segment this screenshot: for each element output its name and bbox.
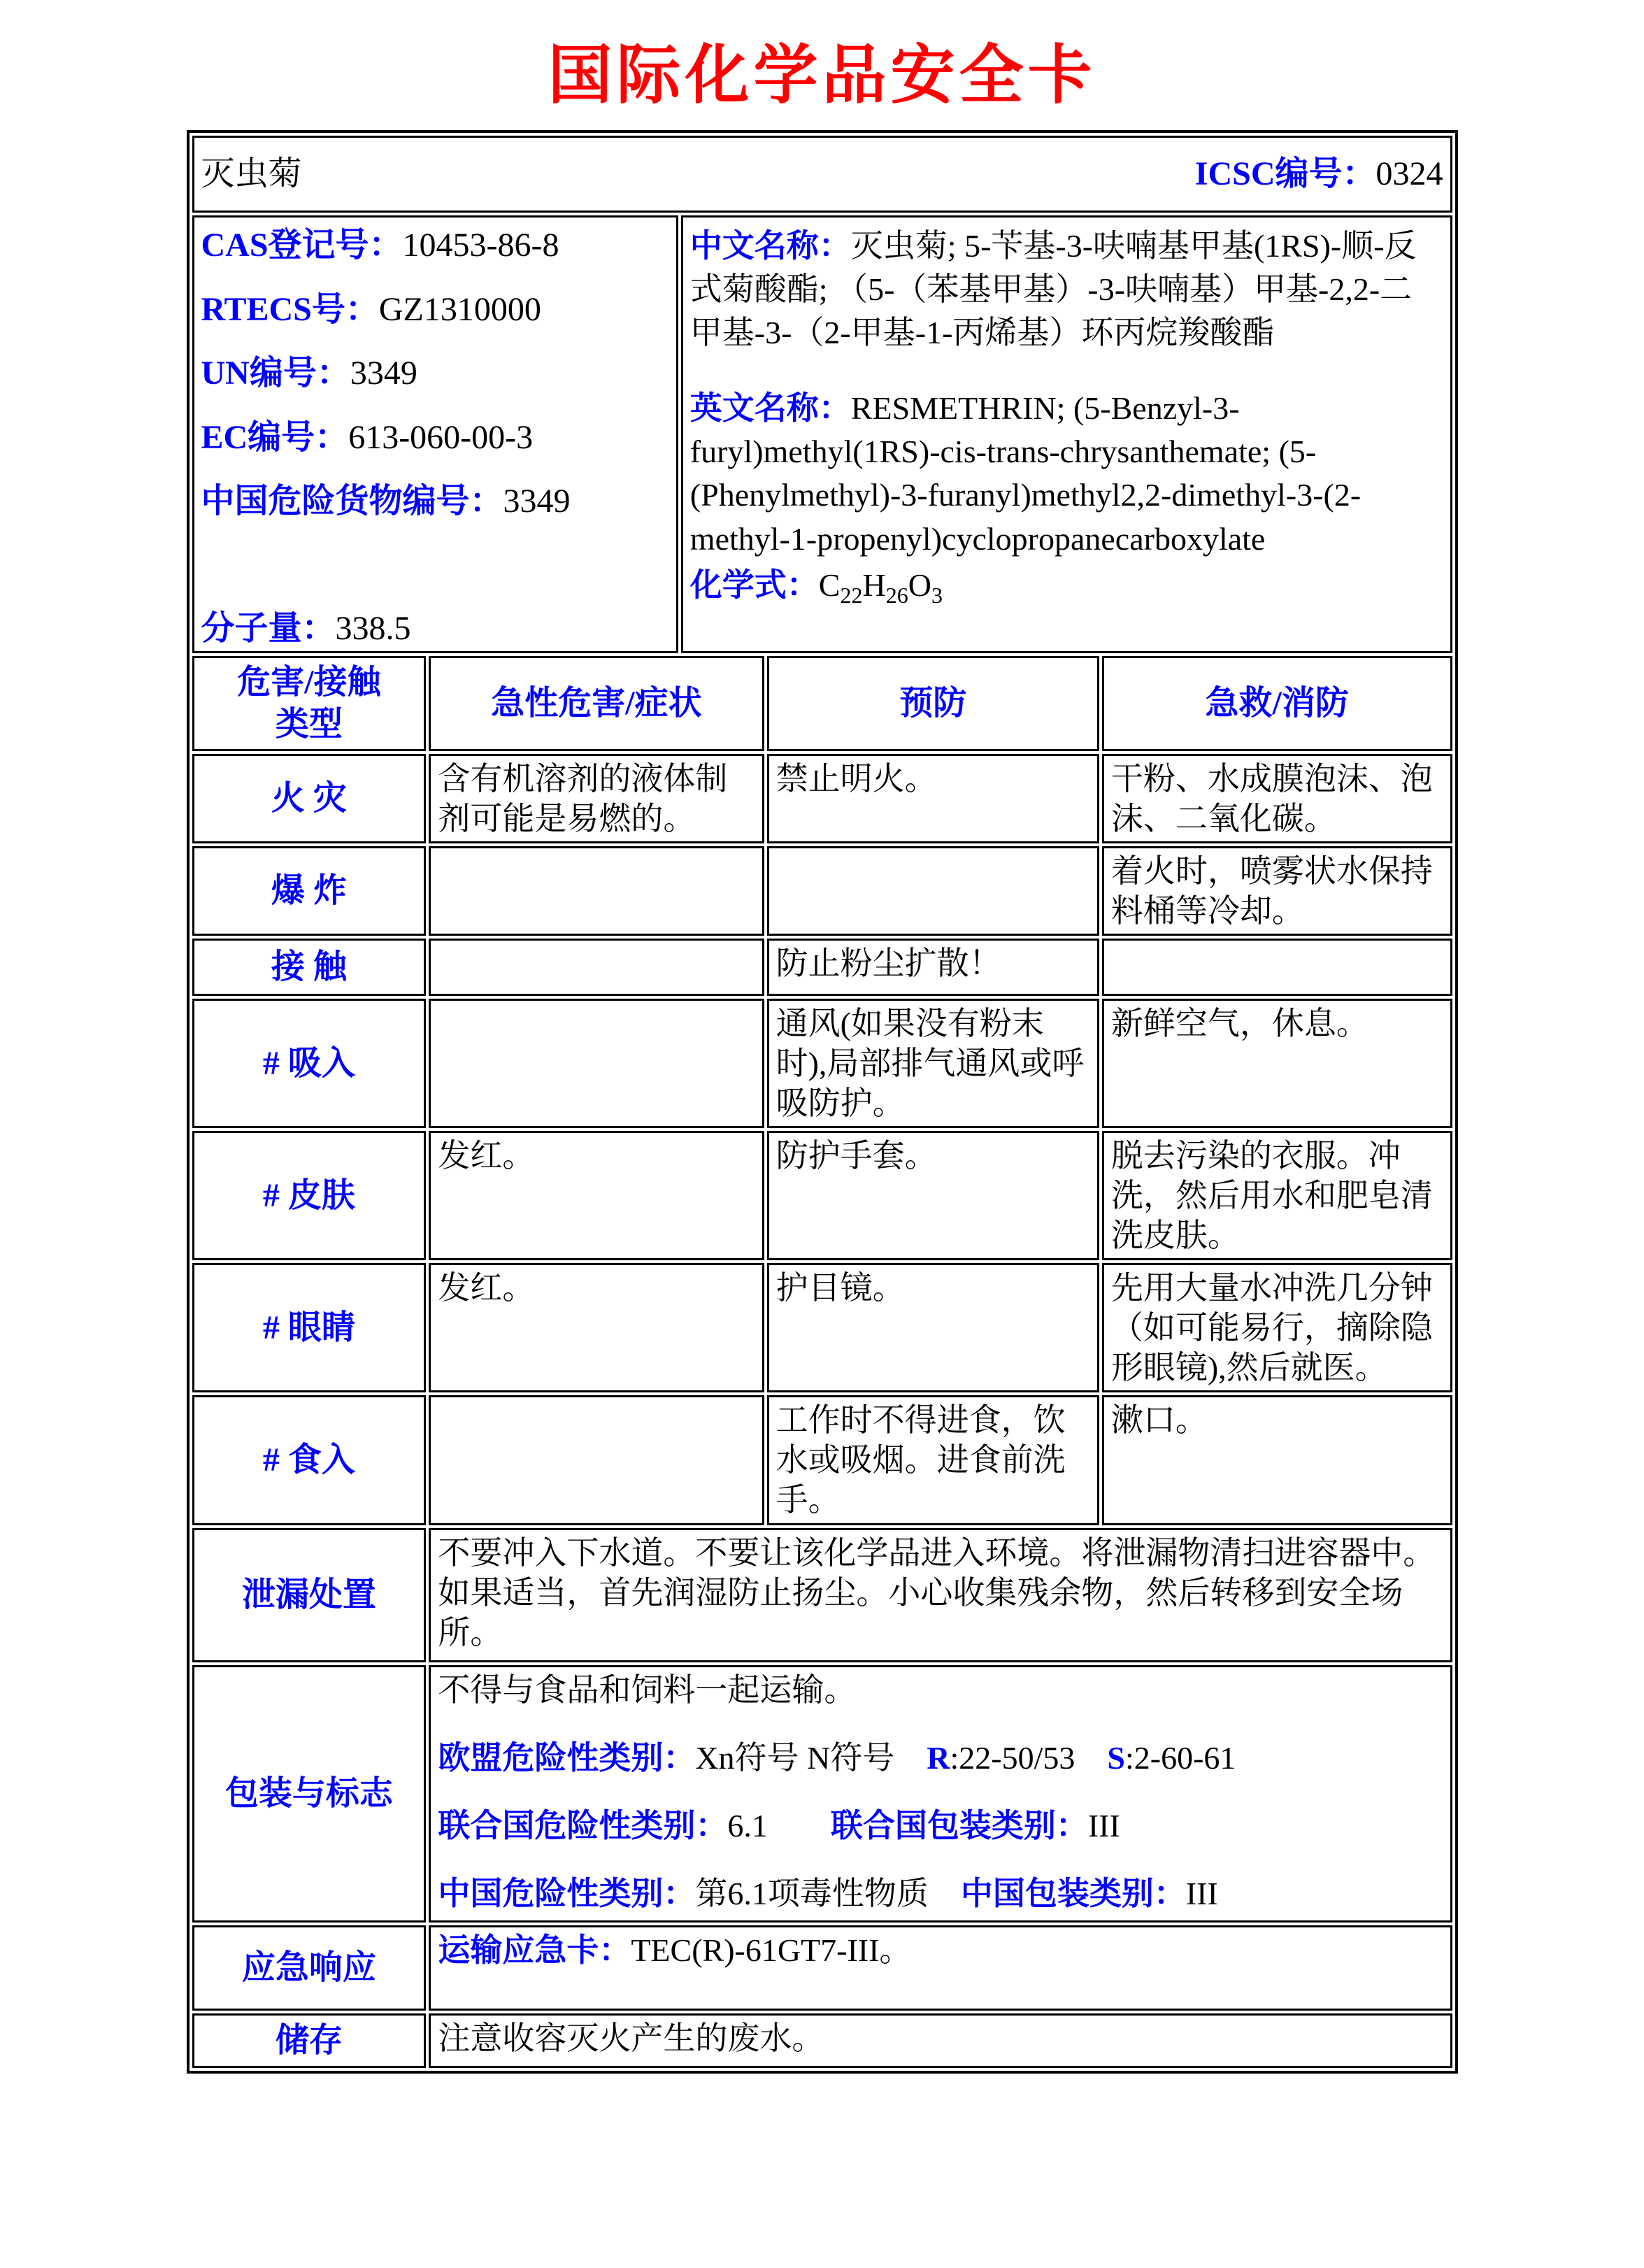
eu-r-label: R [927, 1739, 950, 1776]
packaging-cn-line [438, 1874, 1443, 1913]
eu-s-label: S [1107, 1739, 1125, 1776]
row-contact [192, 939, 1452, 996]
ec-value: 613-060-00-3 [348, 418, 534, 456]
un-class-value: 6.1 [727, 1807, 768, 1843]
row-fire-hazard: 含有机溶剂的液体制剂可能是易燃的。 [429, 754, 764, 843]
un-number [201, 352, 669, 394]
row-inhalation-prevention: 通风(如果没有粉末时),局部排气通风或呼吸防护。 [767, 999, 1099, 1128]
un-value: 3349 [350, 355, 417, 392]
ec-number [201, 417, 669, 459]
row-storage-label: 储存 [192, 2013, 427, 2068]
cn-class-value: 第6.1项毒性物质 [695, 1875, 929, 1911]
eu-s-value: :2-60-61 [1125, 1739, 1236, 1776]
hazard-header-firstaid: 急救/消防 [1102, 656, 1452, 751]
row-fire-prevention: 禁止明火。 [767, 754, 1099, 843]
hazard-header-type [192, 656, 427, 751]
card-header-cell [192, 136, 1452, 213]
row-eyes-response: 先用大量水冲洗几分钟（如可能易行，摘除隐形眼镜),然后就医。 [1102, 1263, 1452, 1392]
row-skin [192, 1131, 1452, 1260]
formula-sub-1: 22 [840, 582, 863, 608]
molecular-weight-label: 分子量： [201, 610, 336, 648]
formula-sub-3: 3 [931, 582, 943, 608]
cn-class-label: 中国危险性类别： [438, 1875, 696, 1911]
row-inhalation-hazard [429, 999, 764, 1128]
transport-card-label: 运输应急卡： [438, 1932, 631, 1968]
row-skin-response: 脱去污染的衣服。冲洗，然后用水和肥皂清洗皮肤。 [1102, 1131, 1452, 1260]
row-fire [192, 754, 1452, 843]
chinese-name-value: 灭虫菊; 5-苄基-3-呋喃基甲基(1RS)-顺-反式菊酸酯; （5-（苯基甲基）-3-呋喃基）甲基-2,2-二甲基-3-（2-甲基-1-丙烯基）环丙烷羧酸酯 [689, 228, 1417, 351]
china-dg-label: 中国危险货物编号： [201, 483, 503, 520]
cas-label: CAS登记号： [201, 227, 403, 264]
hazard-header-symptoms: 急性危害/症状 [429, 656, 764, 751]
english-name-value: RESMETHRIN; (5-Benzyl-3-furyl)methyl(1RS)-cis-trans-chrysanthemate; (5-(Phenylmethyl)-3-furanyl)methyl2,2-dimethyl-3-(2-methyl-1-propenyl)cyclopropanecarboxylate [689, 390, 1361, 557]
chemical-formula-label: 化学式： [689, 566, 819, 603]
row-packaging-label: 包装与标志 [192, 1665, 427, 1923]
row-fire-label: 火 灾 [192, 754, 427, 843]
row-fire-response: 干粉、水成膜泡沫、泡沫、二氧化碳。 [1102, 754, 1452, 843]
formula-el-2: H [862, 566, 886, 603]
row-ingestion-hazard [429, 1395, 764, 1525]
row-spill-label: 泄漏处置 [192, 1528, 427, 1662]
eu-class-label: 欧盟危险性类别： [438, 1739, 696, 1776]
english-name-label: 英文名称： [689, 390, 851, 427]
row-ingestion-response: 漱口。 [1102, 1395, 1452, 1525]
hazard-header-type-line2: 类型 [275, 706, 343, 743]
row-explosion [192, 846, 1452, 936]
row-packaging-content [429, 1665, 1452, 1923]
row-explosion-hazard [429, 846, 764, 936]
row-eyes-hazard: 发红。 [429, 1263, 764, 1392]
hazard-header-row [192, 656, 1452, 751]
row-storage [192, 2013, 1452, 2068]
chinese-name [690, 224, 1443, 355]
rtecs-label: RTECS号： [201, 290, 379, 328]
icsc-number [1195, 153, 1443, 195]
un-class-label: 联合国危险性类别： [438, 1807, 728, 1843]
english-name [690, 387, 1443, 560]
china-dg-value: 3349 [503, 483, 571, 520]
transport-card-value: TEC(R)-61GT7-III。 [631, 1932, 912, 1968]
ec-label: EC编号： [201, 418, 349, 456]
row-ingestion-label: # 食入 [192, 1395, 427, 1525]
row-explosion-label: 爆 炸 [192, 846, 427, 936]
cas-number [201, 224, 669, 266]
page-title: 国际化学品安全卡 [548, 40, 1096, 111]
icsc-number-label: ICSC编号： [1194, 155, 1376, 193]
row-ingestion [192, 1395, 1452, 1525]
row-eyes [192, 1263, 1452, 1392]
row-eyes-label: # 眼睛 [192, 1263, 427, 1392]
names-cell [681, 215, 1452, 653]
row-storage-text: 注意收容灭火产生的废水。 [429, 2013, 1452, 2068]
formula-el-3: O [908, 566, 931, 603]
un-pack-value: III [1087, 1807, 1120, 1843]
packaging-eu-line [438, 1738, 1443, 1778]
eu-r-value: :22-50/53 [950, 1739, 1075, 1776]
row-inhalation-label: # 吸入 [192, 999, 427, 1128]
row-contact-prevention: 防止粉尘扩散！ [767, 939, 1099, 996]
row-contact-label: 接 触 [192, 939, 427, 996]
row-emergency [192, 1925, 1452, 2011]
rtecs-value: GZ1310000 [378, 290, 541, 328]
cn-pack-label: 中国包装类别： [960, 1875, 1186, 1911]
row-eyes-prevention: 护目镜。 [767, 1263, 1099, 1392]
row-contact-response [1102, 939, 1452, 996]
chinese-name-label: 中文名称： [689, 228, 851, 264]
row-spill-text: 不要冲入下水道。不要让该化学品进入环境。将泄漏物清扫进容器中。如果适当，首先润湿防止扬尘。小心收集残余物，然后转移到安全场所。 [429, 1528, 1452, 1662]
identifier-row [192, 215, 1452, 653]
identifiers-cell [192, 215, 678, 653]
row-skin-label: # 皮肤 [192, 1131, 427, 1260]
molecular-weight [201, 608, 669, 650]
row-inhalation-response: 新鲜空气，休息。 [1102, 999, 1452, 1128]
substance-name: 灭虫菊 [201, 155, 302, 193]
eu-class-symbols: Xn符号 N符号 [695, 1739, 895, 1776]
row-explosion-prevention [767, 846, 1099, 936]
rtecs-number [201, 289, 669, 331]
icsc-card [187, 130, 1458, 2074]
row-spill [192, 1528, 1452, 1662]
formula-sub-2: 26 [885, 582, 908, 608]
un-pack-label: 联合国包装类别： [830, 1807, 1088, 1843]
cas-value: 10453-86-8 [402, 227, 559, 264]
row-explosion-response: 着火时，喷雾状水保持料桶等冷却。 [1102, 846, 1452, 936]
row-emergency-label: 应急响应 [192, 1925, 427, 2011]
row-skin-hazard: 发红。 [429, 1131, 764, 1260]
row-skin-prevention: 防护手套。 [767, 1131, 1099, 1260]
row-packaging [192, 1665, 1452, 1923]
un-label: UN编号： [201, 355, 350, 392]
row-emergency-content [429, 1925, 1452, 2011]
chemical-formula [690, 565, 1443, 610]
packaging-transport-note: 不得与食品和饲料一起运输。 [438, 1671, 857, 1708]
icsc-number-value: 0324 [1375, 155, 1443, 193]
row-ingestion-prevention: 工作时不得进食，饮水或吸烟。进食前洗手。 [767, 1395, 1099, 1525]
row-contact-hazard [429, 939, 764, 996]
hazard-header-type-line1: 危害/接触 [237, 664, 381, 701]
molecular-weight-value: 338.5 [335, 610, 411, 648]
packaging-un-line [438, 1806, 1443, 1846]
card-header-row [192, 136, 1452, 213]
cn-pack-value: III [1185, 1875, 1218, 1911]
row-inhalation [192, 999, 1452, 1128]
china-dg-number [201, 480, 669, 522]
hazard-header-prevention: 预防 [767, 656, 1099, 751]
formula-el-1: C [818, 566, 841, 603]
